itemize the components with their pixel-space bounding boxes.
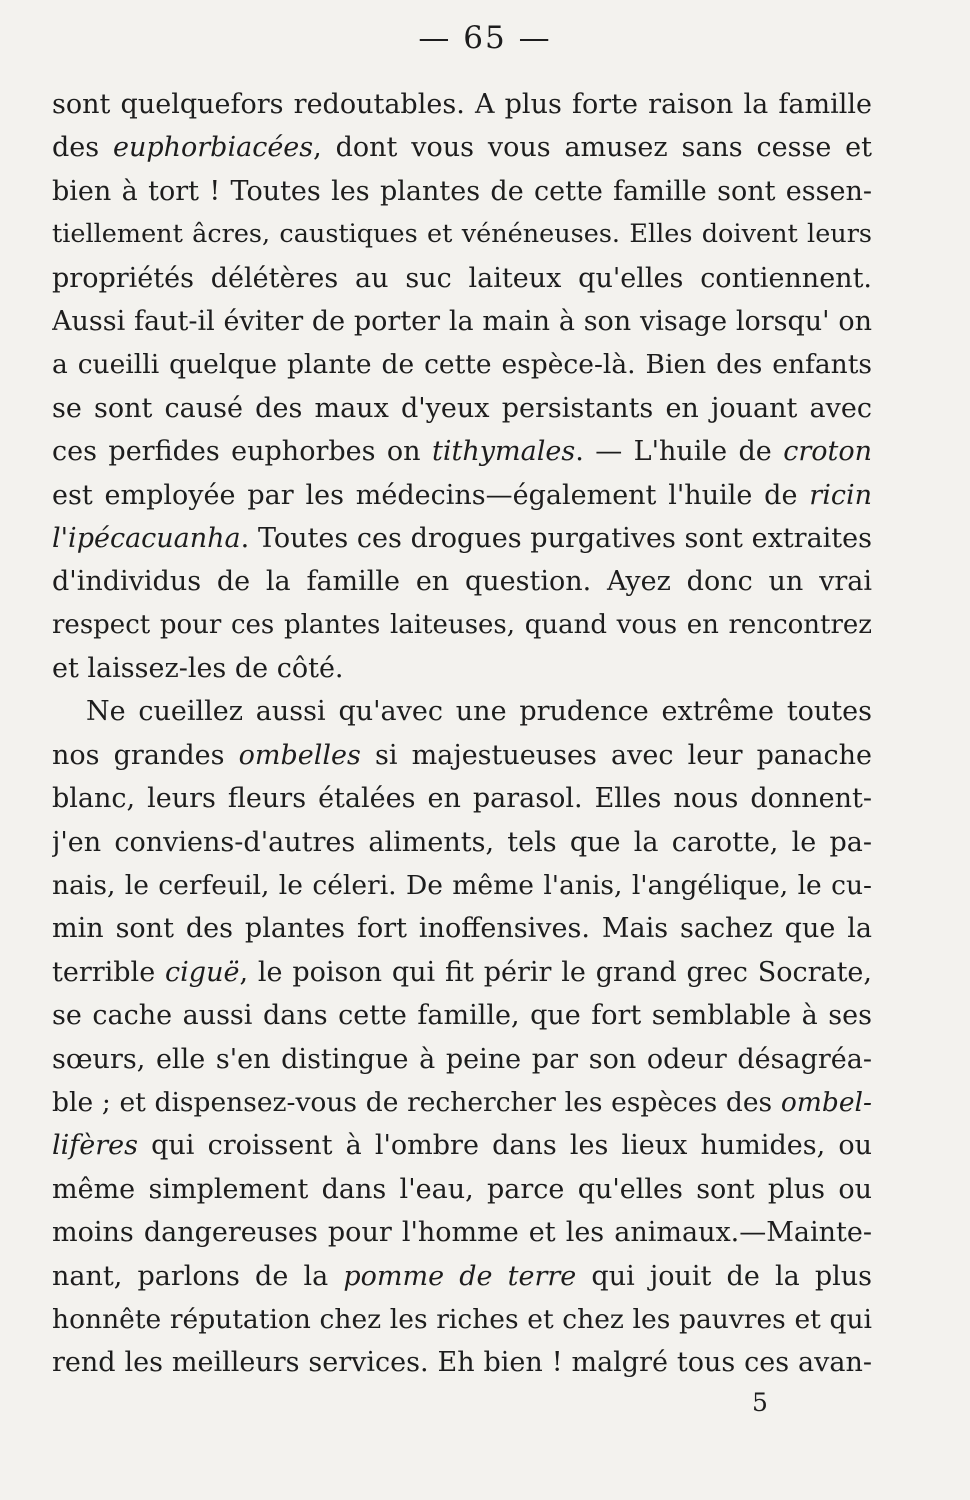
text-segment: rend les meilleurs services. Eh bien ! malgré tous ces avan- (52, 1347, 872, 1379)
text-segment: sœurs, elle s'en distingue à peine par son odeur désagréa- (52, 1043, 872, 1075)
text-line (52, 560, 872, 603)
text-line (52, 517, 872, 560)
text-segment: blanc, leurs fleurs étalées en parasol. Elles nous donnent- (52, 783, 872, 815)
text-segment: j'en conviens-d'autres aliments, tels que la carotte, le pa- (52, 826, 872, 858)
signature-mark: 5 (752, 1388, 768, 1417)
text-line (52, 387, 872, 430)
text-line (52, 126, 872, 169)
text-segment: ces perfides euphorbes on (52, 436, 433, 468)
body-text (52, 83, 872, 1385)
text-segment: , le poison qui fit périr le grand grec Socrate, (239, 956, 872, 988)
text-segment: , dont vous vous amusez sans cesse et (313, 132, 872, 164)
text-segment: sont quelquefors redoutables. A plus forte raison la famille (52, 89, 872, 120)
text-line (52, 604, 872, 647)
text-segment: honnête réputation chez les riches et chez les pauvres et qui (52, 1303, 872, 1335)
text-line (52, 821, 872, 864)
text-line (52, 257, 872, 300)
text-line (52, 83, 872, 126)
text-line (52, 430, 872, 473)
text-segment: et laissez-les de côté. (52, 653, 344, 685)
italic-term: croton (783, 436, 872, 468)
text-segment: nos grandes (52, 739, 239, 771)
text-line (52, 1081, 872, 1124)
text-line (52, 1168, 872, 1211)
page-number: — 65 — (418, 20, 552, 56)
text-line (52, 343, 872, 386)
text-segment: est employée par les médecins—également l'huile de (52, 479, 810, 511)
text-line (52, 734, 872, 777)
text-line (52, 1298, 872, 1341)
text-segment: tiellement âcres, caustiques et vénéneuses. Elles doivent leurs (52, 219, 872, 250)
text-segment: des (52, 132, 113, 164)
text-segment: min sont des plantes fort inoffensives. Mais sachez que la (52, 913, 872, 945)
text-segment: nais, le cerfeuil, le céleri. De même l'anis, l'angélique, le cu- (52, 870, 872, 902)
text-segment: qui croissent à l'ombre dans les lieux humides, ou (137, 1130, 872, 1162)
text-segment: se sont causé des maux d'yeux persistants en jouant avec (52, 392, 872, 424)
text-segment: moins dangereuses pour l'homme et les animaux.—Mainte- (52, 1217, 872, 1249)
text-line (52, 690, 872, 733)
text-segment: ble ; et dispensez-vous de rechercher les espèces des (52, 1086, 781, 1118)
text-segment: . Toutes ces drogues purgatives sont extraites (240, 522, 872, 554)
text-segment: qui jouit de la plus (576, 1260, 872, 1292)
text-segment: propriétés délétères au suc laiteux qu'elles contiennent. (52, 262, 872, 294)
text-segment: si majestueuses avec leur panache (360, 739, 872, 771)
italic-term: pomme de terre (343, 1260, 577, 1292)
italic-term: ricin (809, 479, 872, 511)
italic-term: lifères (52, 1130, 138, 1162)
text-line (52, 1211, 872, 1254)
text-segment: d'individus de la famille en question. Ayez donc un vrai (52, 566, 872, 598)
italic-term: ombel- (780, 1086, 872, 1118)
text-line (52, 300, 872, 343)
italic-term: ombelles (238, 739, 361, 771)
text-segment: . — L'huile de (575, 436, 784, 468)
text-segment: bien à tort ! Toutes les plantes de cette famille sont essen- (52, 175, 872, 207)
text-segment: a cueilli quelque plante de cette espèce-là. Bien des enfants (52, 349, 872, 381)
text-line (52, 1038, 872, 1081)
text-line (52, 1124, 872, 1167)
text-segment: respect pour ces plantes laiteuses, quand vous en rencontrez (52, 609, 872, 640)
text-line (52, 994, 872, 1037)
text-line (52, 777, 872, 820)
text-line (52, 647, 872, 690)
text-line (52, 170, 872, 213)
italic-term: ciguë (165, 956, 240, 988)
italic-term: euphorbiacées (112, 132, 314, 164)
text-line (52, 474, 872, 517)
text-line (52, 951, 872, 994)
italic-term: tithymales (432, 436, 576, 468)
text-segment: terrible (52, 956, 166, 988)
text-segment: même simplement dans l'eau, parce qu'elles sont plus ou (52, 1173, 872, 1205)
text-line (52, 1341, 872, 1384)
text-line (52, 864, 872, 907)
text-line (52, 213, 872, 256)
text-segment: Ne cueillez aussi qu'avec une prudence extrême toutes (86, 696, 872, 728)
text-segment: nant, parlons de la (52, 1260, 344, 1292)
text-segment: se cache aussi dans cette famille, que fort semblable à ses (52, 1000, 872, 1032)
italic-term: l'ipécacuanha (52, 522, 241, 554)
text-segment: Aussi faut-il éviter de porter la main à son visage lorsqu' on (52, 305, 872, 337)
text-line (52, 907, 872, 950)
text-line (52, 1255, 872, 1298)
